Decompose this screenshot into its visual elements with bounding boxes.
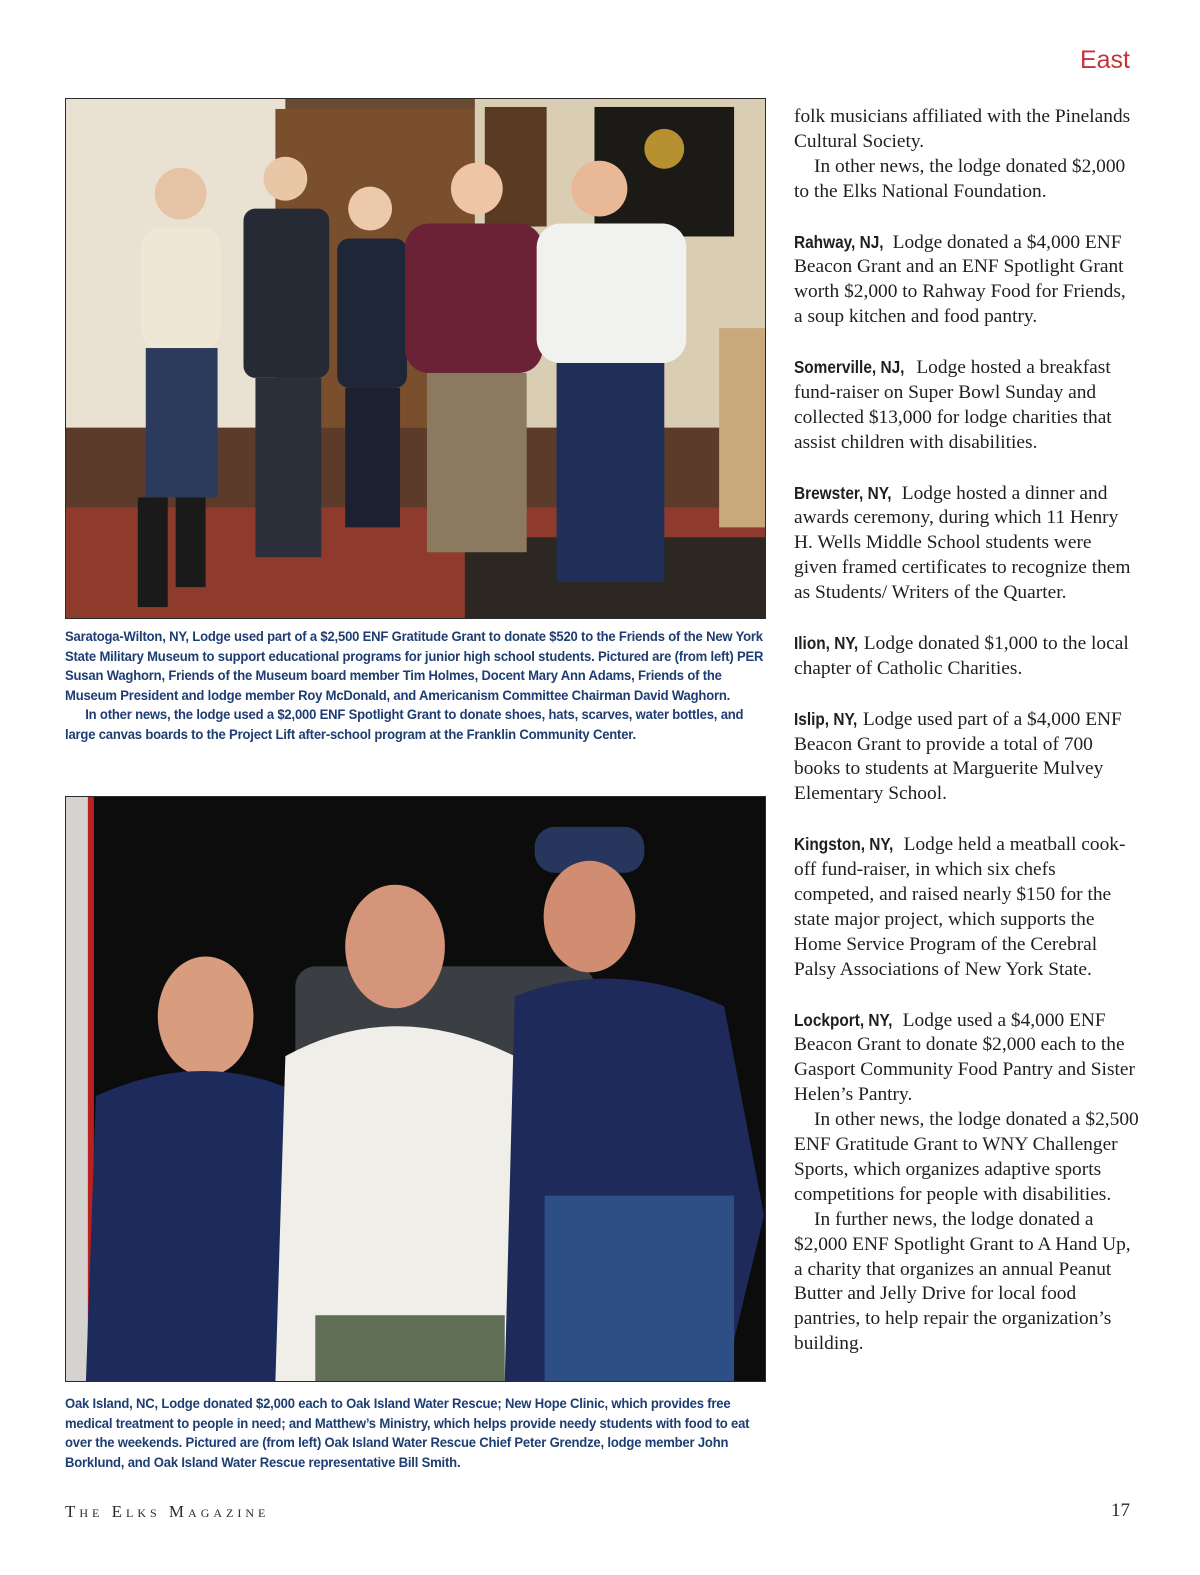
entry-lead: Kingston, NY, [794, 834, 894, 855]
article-entry-brewster [794, 481, 1139, 607]
article-entry-somerville [794, 355, 1139, 456]
entry-body: Lodge donated a $4,000 ENF Beacon Grant and an ENF Spotlight Grant worth $2,000 to Rahway Food for Friends, a soup kitchen and food pantry. [794, 231, 1126, 328]
bottom-photo [65, 796, 766, 1382]
caption-body: Lodge used part of a $2,500 ENF Gratitude Grant to donate $520 to the Friends of the New York State Military Museum to support educational programs for junior high school students. Pictured are (from left) PER Susan Waghorn, Friends of the Museum board member Tim Holmes, Docent Mary Ann Adams, Friends of the Museum President and lodge member Roy McDonald, and Americanism Committee Chairman David Waghorn. [65, 629, 764, 704]
entry-lead: Lockport, NY, [794, 1009, 893, 1030]
entry-body: Lodge hosted a breakfast fund-raiser on Super Bowl Sunday and collected $13,000 for lodge charities that assist children with disabilities. [794, 357, 1112, 453]
entry-lead: Islip, NY, [794, 708, 858, 729]
entry-body: Lodge held a meatball cook-off fund-raiser, in which six chefs competed, and raised nearly $150 for the state major project, which supports the Home Service Program of the Cerebral Palsy Associations of New York State. [794, 834, 1126, 980]
article-paragraph: In other news, the lodge donated a $2,500 ENF Gratitude Grant to WNY Challenger Sports, which organizes adaptive sports competitions for people with disabilities. [794, 1109, 1139, 1205]
entry-body: Lodge used a $4,000 ENF Beacon Grant to donate $2,000 each to the Gasport Community Food Pantry and Sister Helen’s Pantry. [794, 1009, 1135, 1106]
entry-lead: Ilion, NY, [794, 632, 859, 653]
entry-body: Lodge donated $1,000 to the local chapter of Catholic Charities. [794, 632, 1129, 679]
article-entry-lockport [794, 1008, 1139, 1109]
caption-lead: Oak Island, NC, [65, 1396, 158, 1412]
article-paragraph: folk musicians affiliated with the Pinelands Cultural Society. [794, 106, 1131, 152]
caption-saratoga [65, 628, 768, 745]
caption-body: Lodge donated $2,000 each to Oak Island Water Rescue; New Hope Clinic, which provides free medical treatment to people in need; and Matthew’s Ministry, which helps provide needy students with food to eat over the weekends. Pictured are (from left) Oak Island Water Rescue Chief Peter Grendze, lodge member John Borklund, and Oak Island Water Rescue representative Bill Smith. [65, 1396, 750, 1471]
entry-lead: Somerville, NJ, [794, 357, 905, 378]
entry-body: Lodge used part of a $4,000 ENF Beacon Grant to provide a total of 700 books to students at Marguerite Mulvey Elementary School. [794, 708, 1122, 805]
caption-lead: Saratoga-Wilton, NY, [65, 629, 189, 645]
entry-lead: Rahway, NJ, [794, 231, 884, 252]
top-photo [65, 98, 766, 619]
page-number: 17 [1111, 1500, 1130, 1521]
article-entry-rahway [794, 230, 1139, 331]
caption-second-paragraph: In other news, the lodge used a $2,000 ENF Spotlight Grant to donate shoes, hats, scarves, water bottles, and large canvas boards to the Project Lift after-school program at the Franklin Community Center. [65, 707, 744, 743]
article-column [794, 105, 1139, 1357]
entry-lead: Brewster, NY, [794, 482, 892, 503]
group-photo-icon [66, 797, 765, 1381]
group-photo-icon [66, 99, 765, 618]
article-entry-islip [794, 707, 1139, 808]
article-paragraph: In further news, the lodge donated a $2,000 ENF Spotlight Grant to A Hand Up, a charity that organizes an annual Peanut Butter and Jelly Drive for local food pantries, to help repair the organization’s building. [794, 1208, 1131, 1355]
article-entry-ilion [794, 631, 1139, 682]
section-label: East [1079, 46, 1130, 74]
magazine-title: The Elks Magazine [65, 1502, 270, 1521]
entry-body: Lodge hosted a dinner and awards ceremony, during which 11 Henry H. Wells Middle School students were given framed certificates to recognize them as Students/ Writers of the Quarter. [794, 482, 1131, 604]
caption-oak-island [65, 1395, 768, 1473]
article-entry-kingston [794, 832, 1139, 982]
article-paragraph: In other news, the lodge donated $2,000 to the Elks National Foundation. [794, 155, 1126, 202]
